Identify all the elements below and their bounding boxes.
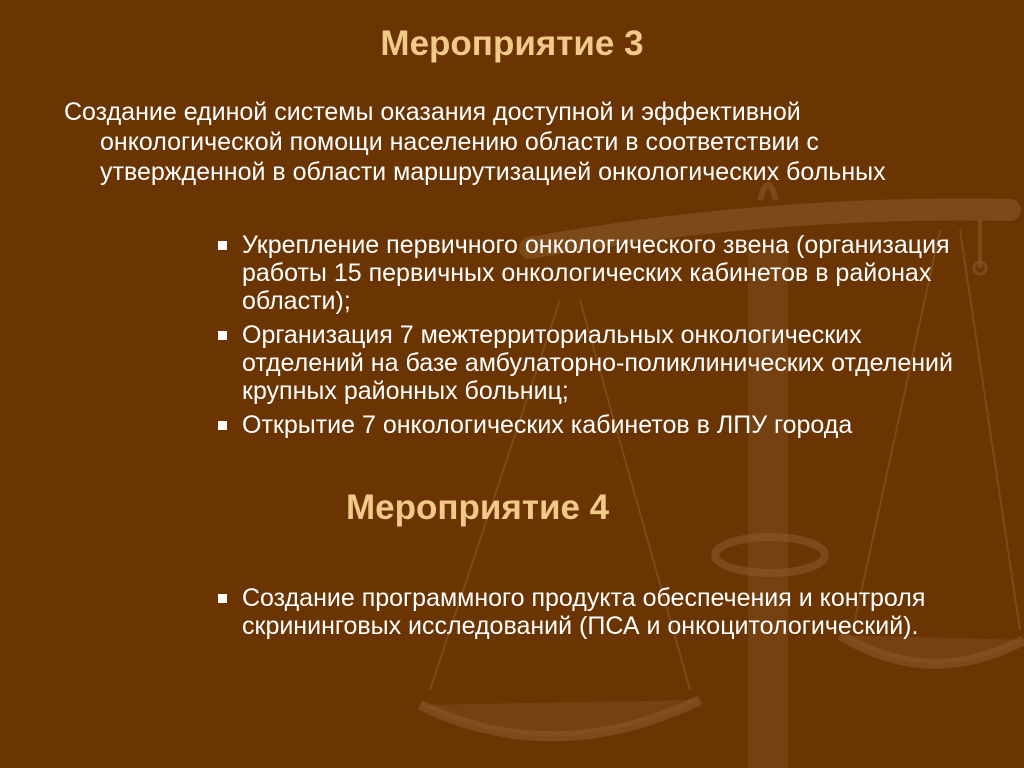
list-item <box>218 231 958 315</box>
list-item-text: Создание программного продукта обеспечения и контроля скрининговых исследований (ПСА и онкоцитологический). <box>242 584 926 640</box>
bullet-list <box>218 584 958 646</box>
list-item-text: Укрепление первичного онкологического звена (организация работы 15 первичных онкологических кабинетов в районах области); <box>242 231 950 315</box>
square-bullet-icon <box>218 241 227 250</box>
list-item-text: Открытие 7 онкологических кабинетов в ЛПУ города <box>242 411 853 439</box>
intro-paragraph: Создание единой системы оказания доступной и эффективной онкологической помощи населению области в соответствии с утвержденной в области маршрутизацией онкологических больных <box>64 98 886 186</box>
list-item <box>218 411 958 439</box>
section-title: Мероприятие 4 <box>346 488 610 527</box>
square-bullet-icon <box>218 594 227 603</box>
bullet-list <box>218 231 958 445</box>
list-item <box>218 584 958 640</box>
list-item <box>218 321 958 405</box>
square-bullet-icon <box>218 421 227 430</box>
slide-title: Мероприятие 3 <box>380 24 644 63</box>
square-bullet-icon <box>218 331 227 340</box>
list-item-text: Организация 7 межтерриториальных онкологических отделений на базе амбулаторно-поликлинических отделений крупных районных больниц; <box>242 321 953 405</box>
